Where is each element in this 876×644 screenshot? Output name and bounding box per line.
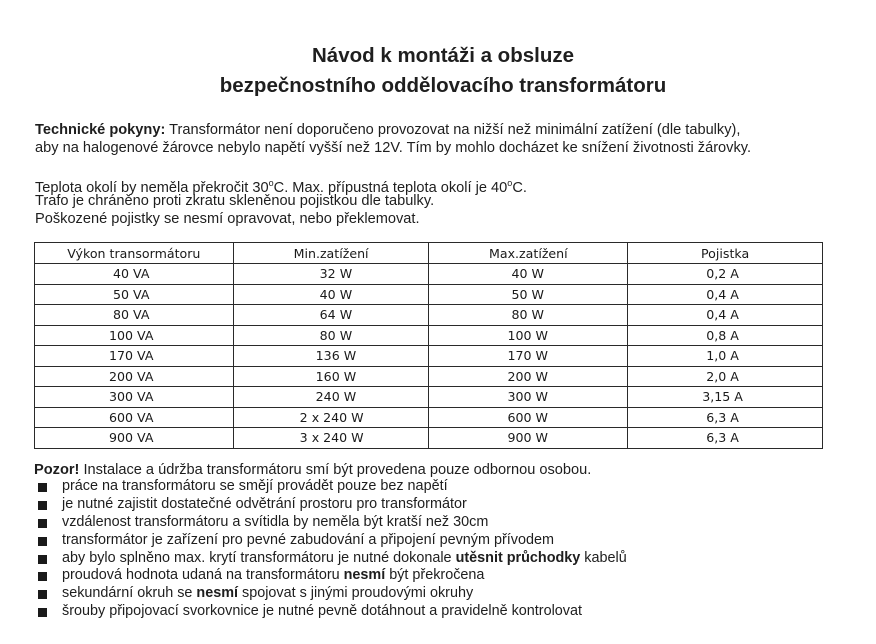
cell-power: 900 VA — [35, 428, 234, 449]
bullet-square-icon — [38, 501, 47, 510]
cell-power: 50 VA — [35, 284, 234, 305]
list-item — [38, 603, 627, 621]
cell-max-load: 50 W — [429, 284, 628, 305]
bullet-emphasis: nesmí — [196, 585, 238, 602]
fuse-note: Trafo je chráněno proti zkratu skleněnou pojistkou dle tabulky. — [35, 193, 435, 209]
table-row — [35, 264, 823, 285]
temp-text-b: C. Max. přípustná teplota okolí je 40 — [273, 180, 508, 196]
cell-power: 80 VA — [35, 305, 234, 326]
broken-fuse-note: Poškozené pojistky se nesmí opravovat, nebo překlemovat. — [35, 211, 420, 227]
cell-max-load: 900 W — [429, 428, 628, 449]
bullet-text: šrouby připojovací svorkovnice je nutné pevně dotáhnout a pravidelně kontrolovat — [62, 603, 582, 620]
list-item — [38, 532, 627, 550]
cell-max-load: 100 W — [429, 325, 628, 346]
cell-max-load: 300 W — [429, 387, 628, 408]
cell-min-load: 80 W — [233, 325, 429, 346]
cell-fuse: 6,3 A — [628, 428, 823, 449]
table-header-row — [35, 243, 823, 264]
table-row — [35, 428, 823, 449]
bullet-square-icon — [38, 590, 47, 599]
tech-notes-label: Technické pokyny: — [35, 122, 166, 138]
page-title: Návod k montáži a obsluze — [312, 44, 574, 67]
cell-power: 170 VA — [35, 346, 234, 367]
cell-fuse: 1,0 A — [628, 346, 823, 367]
cell-min-load: 160 W — [233, 366, 429, 387]
bullet-emphasis: nesmí — [343, 567, 386, 584]
cell-fuse: 6,3 A — [628, 407, 823, 428]
cell-min-load: 3 x 240 W — [233, 428, 429, 449]
bullet-text: práce na transformátoru se smějí provádět pouze bez napětí — [62, 478, 448, 494]
table-row — [35, 284, 823, 305]
list-item — [38, 567, 627, 585]
bullet-text: sekundární okruh se — [62, 585, 197, 602]
tech-notes-line1 — [35, 121, 740, 139]
cell-min-load: 32 W — [233, 264, 429, 285]
degree-sign-1: o — [268, 178, 274, 188]
cell-max-load: 40 W — [429, 264, 628, 285]
cell-max-load: 600 W — [429, 407, 628, 428]
cell-fuse: 0,4 A — [628, 305, 823, 326]
table-row — [35, 325, 823, 346]
bullet-text: aby bylo splněno max. krytí transformátoru je nutné dokonale — [62, 549, 456, 566]
cell-min-load: 64 W — [233, 305, 429, 326]
cell-fuse: 3,15 A — [628, 387, 823, 408]
cell-max-load: 200 W — [429, 366, 628, 387]
temp-text-c: C. — [512, 180, 527, 196]
list-item — [38, 478, 627, 496]
bullet-text: je nutné zajistit dostatečné odvětrání prostoru pro transformátor — [62, 495, 467, 512]
bullet-square-icon — [38, 608, 47, 617]
list-item — [38, 514, 627, 532]
warning-text: Instalace a údržba transformátoru smí být provedena pouze odbornou osobou. — [79, 462, 592, 478]
warning-label: Pozor! — [34, 462, 80, 478]
cell-min-load: 2 x 240 W — [233, 407, 429, 428]
cell-power: 100 VA — [35, 325, 234, 346]
bullet-text-end: spojovat s jinými proudovými okruhy — [238, 585, 474, 602]
warning-line — [34, 461, 591, 479]
page-subtitle: bezpečnostního oddělovacího transformátoru — [219, 74, 667, 97]
table-row — [35, 346, 823, 367]
bullet-emphasis: utěsnit průchodky — [455, 549, 581, 566]
table-header-power: Výkon transormátoru — [35, 243, 234, 264]
cell-fuse: 0,2 A — [628, 264, 823, 285]
cell-max-load: 170 W — [429, 346, 628, 367]
spec-table — [34, 242, 823, 449]
cell-power: 300 VA — [35, 387, 234, 408]
cell-fuse: 0,4 A — [628, 284, 823, 305]
table-row — [35, 366, 823, 387]
table-header-max-load: Max.zatížení — [429, 243, 628, 264]
bullet-square-icon — [38, 555, 47, 564]
bullet-square-icon — [38, 519, 47, 528]
bullet-text: transformátor je zařízení pro pevné zabudování a připojení pevným přívodem — [62, 531, 554, 548]
cell-max-load: 80 W — [429, 305, 628, 326]
cell-power: 600 VA — [35, 407, 234, 428]
temp-text-a: Teplota okolí by neměla překročit 30 — [35, 180, 269, 196]
bullet-text-end: být překročena — [385, 567, 485, 584]
table-header-fuse: Pojistka — [628, 243, 823, 264]
cell-min-load: 40 W — [233, 284, 429, 305]
cell-power: 200 VA — [35, 366, 234, 387]
tech-notes-line2: aby na halogenové žárovce nebylo napětí vyšší než 12V. Tím by mohlo docházet ke snížení životnosti žárovky. — [35, 140, 752, 156]
bullet-text: vzdálenost transformátoru a svítidla by neměla být kratší než 30cm — [62, 513, 489, 530]
cell-min-load: 136 W — [233, 346, 429, 367]
cell-fuse: 0,8 A — [628, 325, 823, 346]
table-row — [35, 387, 823, 408]
tech-notes-text1: Transformátor není doporučeno provozovat na nižší než minimální zatížení (dle tabulky), — [165, 122, 741, 138]
degree-sign-2: o — [507, 178, 513, 188]
cell-power: 40 VA — [35, 264, 234, 285]
bullet-text: proudová hodnota udaná na transformátoru — [62, 567, 344, 584]
bullet-square-icon — [38, 483, 47, 492]
table-row — [35, 407, 823, 428]
table-row — [35, 305, 823, 326]
cell-min-load: 240 W — [233, 387, 429, 408]
safety-bullet-list — [38, 478, 627, 621]
list-item — [38, 496, 627, 514]
cell-fuse: 2,0 A — [628, 366, 823, 387]
list-item — [38, 585, 627, 603]
list-item — [38, 550, 627, 568]
bullet-square-icon — [38, 572, 47, 581]
table-header-min-load: Min.zatížení — [233, 243, 429, 264]
bullet-square-icon — [38, 537, 47, 546]
bullet-text-end: kabelů — [580, 549, 627, 566]
